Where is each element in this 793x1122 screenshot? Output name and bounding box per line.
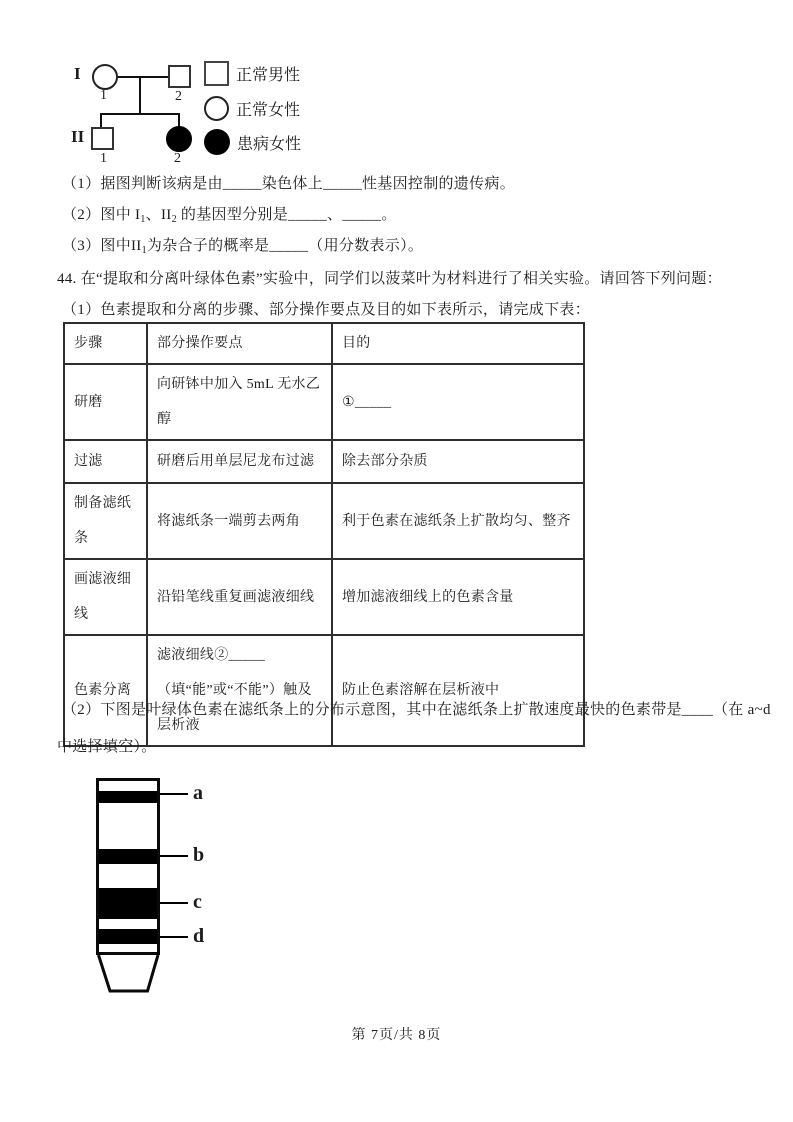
cell-step: 研磨 xyxy=(64,364,147,440)
pigment-band-c xyxy=(99,888,157,919)
pedigree-figure xyxy=(0,0,793,170)
cell-operation: 沿铅笔线重复画滤液细线 xyxy=(147,559,332,635)
cell-step: 过滤 xyxy=(64,440,147,483)
pedigree-couple-line xyxy=(117,76,169,78)
cell-step: 画滤液细线 xyxy=(64,559,147,635)
generation-2-label: II xyxy=(71,127,85,146)
pointer-line-a xyxy=(160,793,188,795)
pigment-band-d xyxy=(99,929,157,944)
cell-step: 制备滤纸条 xyxy=(64,483,147,559)
table-row xyxy=(64,483,584,559)
cell-operation: 研磨后用单层尼龙布过滤 xyxy=(147,440,332,483)
pedigree-i2-number: 2 xyxy=(175,89,182,104)
pedigree-ii2-affected-female-symbol xyxy=(166,126,192,152)
question-43-1: （1）据图判断该病是由_____染色体上_____性基因控制的遗传病。 xyxy=(62,176,516,192)
cell-operation: 滤液细线②_____（填“能”或“不能”）触及层析液 xyxy=(147,635,332,746)
header-step: 步骤 xyxy=(64,323,147,364)
cell-purpose: 利于色素在滤纸条上扩散均匀、整齐 xyxy=(332,483,584,559)
band-label-d: d xyxy=(193,925,205,947)
band-label-b: b xyxy=(193,844,205,866)
pedigree-descent-line xyxy=(139,77,141,114)
cell-purpose: 增加滤液细线上的色素含量 xyxy=(332,559,584,635)
question-43-3-text: （3）图中II xyxy=(62,238,142,254)
subscript: 2 xyxy=(171,214,177,225)
question-44-part2-line2: 中选择填空）。 xyxy=(57,739,157,755)
band-label-c: c xyxy=(193,891,202,913)
normal-female-circle-icon xyxy=(204,96,229,121)
question-43-3 xyxy=(62,234,423,256)
legend-label: 正常男性 xyxy=(236,67,301,84)
legend-label: 正常女性 xyxy=(236,102,301,119)
chromatography-strip-figure xyxy=(96,778,326,998)
cell-purpose: 除去部分杂质 xyxy=(332,440,584,483)
pedigree-ii1-normal-male-symbol xyxy=(91,127,114,150)
pointer-line-b xyxy=(160,855,188,857)
question-43-2 xyxy=(62,203,397,225)
table-row xyxy=(64,559,584,635)
header-operation: 部分操作要点 xyxy=(147,323,332,364)
table-header-row xyxy=(64,323,584,364)
normal-male-square-icon xyxy=(204,61,229,86)
cell-purpose: ①_____ xyxy=(332,364,584,440)
page-footer: 第 7页/共 8页 xyxy=(351,1028,442,1043)
pedigree-i1-number: 1 xyxy=(100,88,107,103)
pedigree-sibship-line xyxy=(100,113,180,115)
pedigree-i1-normal-female-symbol xyxy=(92,64,118,90)
subscript: 1 xyxy=(141,245,147,256)
strip-cut-tip xyxy=(96,955,162,997)
legend-item-normal-male xyxy=(204,61,300,86)
affected-female-filled-circle-icon xyxy=(204,129,230,155)
pedigree-sib-drop-right xyxy=(178,113,180,127)
pigment-band-b xyxy=(99,849,157,864)
question-44-part1: （1）色素提取和分离的步骤、部分操作要点及目的如下表所示，请完成下表： xyxy=(62,302,591,318)
generation-1-label: I xyxy=(74,64,81,83)
pointer-line-c xyxy=(160,902,188,904)
cell-step: 色素分离 xyxy=(64,635,147,746)
header-purpose: 目的 xyxy=(332,323,584,364)
question-43-3-text: 为杂合子的概率是_____（用分数表示）。 xyxy=(146,238,424,254)
cell-purpose: 防止色素溶解在层析液中 xyxy=(332,635,584,746)
question-43-2-text: 的基因型分别是_____、_____。 xyxy=(176,207,397,223)
pigment-band-a xyxy=(99,791,157,803)
filter-paper-outline xyxy=(96,778,160,955)
legend-label: 患病女性 xyxy=(237,135,302,153)
cell-operation: 向研钵中加入 5mL 无水乙醇 xyxy=(147,364,332,440)
table-row xyxy=(64,635,584,746)
pedigree-sib-drop-left xyxy=(100,113,102,127)
subscript: 1 xyxy=(140,214,146,225)
pedigree-ii2-number: 2 xyxy=(174,151,181,166)
legend-item-normal-female xyxy=(204,96,300,121)
procedure-table xyxy=(63,322,585,747)
pedigree-ii1-number: 1 xyxy=(100,151,107,166)
question-43-2-text: （2）图中 I xyxy=(62,207,141,223)
pointer-line-d xyxy=(160,936,188,938)
pedigree-i2-normal-male-symbol xyxy=(168,65,191,88)
question-44-stem: 44. 在“提取和分离叶绿体色素”实验中，同学们以菠菜叶为材料进行了相关实验。请回答下列问题： xyxy=(57,271,722,287)
table-row xyxy=(64,440,584,483)
question-44-part2-line1: （2）下图是叶绿体色素在滤纸条上的分布示意图，其中在滤纸条上扩散速度最快的色素带是____（在 a~d xyxy=(62,702,771,718)
legend-item-affected-female xyxy=(204,129,301,155)
cell-operation: 将滤纸条一端剪去两角 xyxy=(147,483,332,559)
table-row xyxy=(64,364,584,440)
question-43-2-text: 、II xyxy=(145,207,172,223)
band-label-a: a xyxy=(193,782,203,804)
